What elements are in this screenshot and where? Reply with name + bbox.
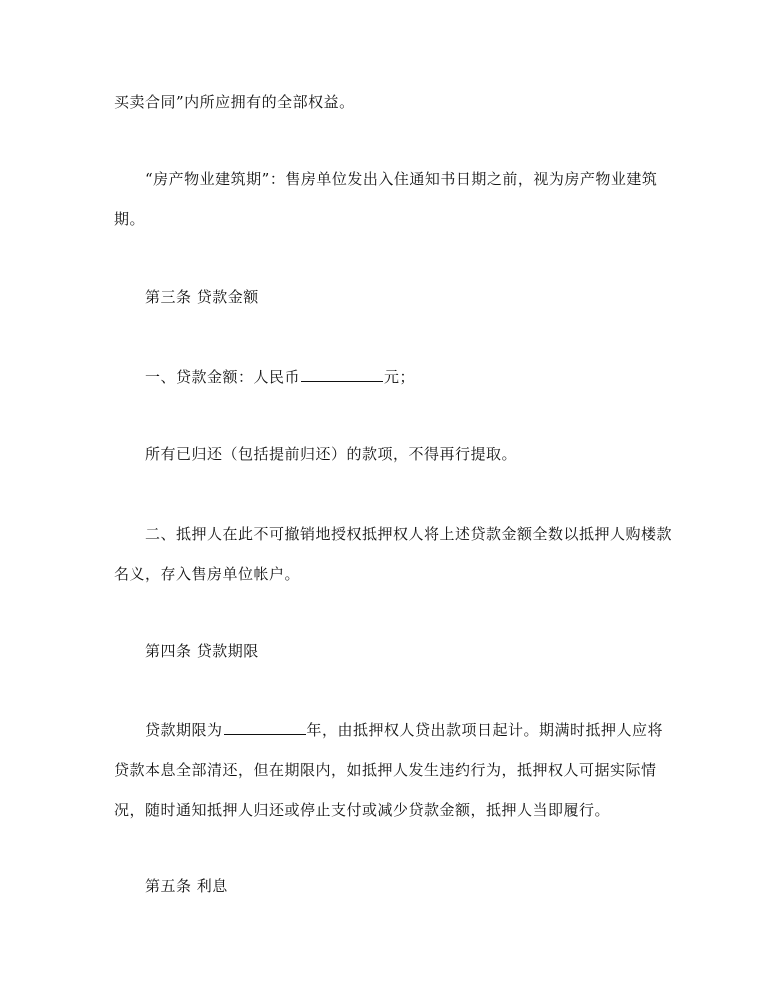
paragraph-line [114,92,355,112]
text-span: 名义，存入售房单位帐户。 [114,565,301,583]
paragraph-line [114,760,657,780]
paragraph-line [114,800,610,820]
section-heading [145,876,228,896]
fill-in-blank [301,367,383,382]
section-heading [145,641,259,661]
paragraph-line [145,444,517,464]
text-span: 贷款期限为 [145,721,223,739]
fill-in-blank [224,720,306,735]
text-span: 买卖合同”内所应拥有的全部权益。 [114,93,355,111]
text-span: 况，随时通知抵押人归还或停止支付或减少贷款金额，抵押人当即履行。 [114,801,611,819]
text-span: 期。 [114,210,146,228]
text-span: 二、抵押人在此不可撤销地授权抵押权人将上述贷款金额全数以抵押人购楼款 [145,525,673,543]
text-span: “房产物业建筑期”：售房单位发出入住通知书日期之前，视为房产物业建筑 [145,170,658,188]
paragraph-line [145,524,672,544]
heading-text: 第三条 贷款金额 [145,288,259,306]
text-span: 年，由抵押权人贷出款项日起计。期满时抵押人应将 [306,721,664,739]
paragraph-line [145,169,657,189]
paragraph-line [114,209,145,229]
paragraph-line [145,367,415,387]
paragraph-line [114,564,300,584]
heading-text: 第五条 利息 [145,877,228,895]
heading-text: 第四条 贷款期限 [145,642,259,660]
text-span: 一、贷款金额：人民币 [145,368,301,386]
paragraph-line [145,720,663,740]
text-span: 元； [384,368,416,386]
text-span: 所有已归还（包括提前归还）的款项，不得再行提取。 [145,445,518,463]
section-heading [145,287,259,307]
text-span: 贷款本息全部清还，但在期限内，如抵押人发生违约行为，抵押权人可据实际情 [114,761,657,779]
